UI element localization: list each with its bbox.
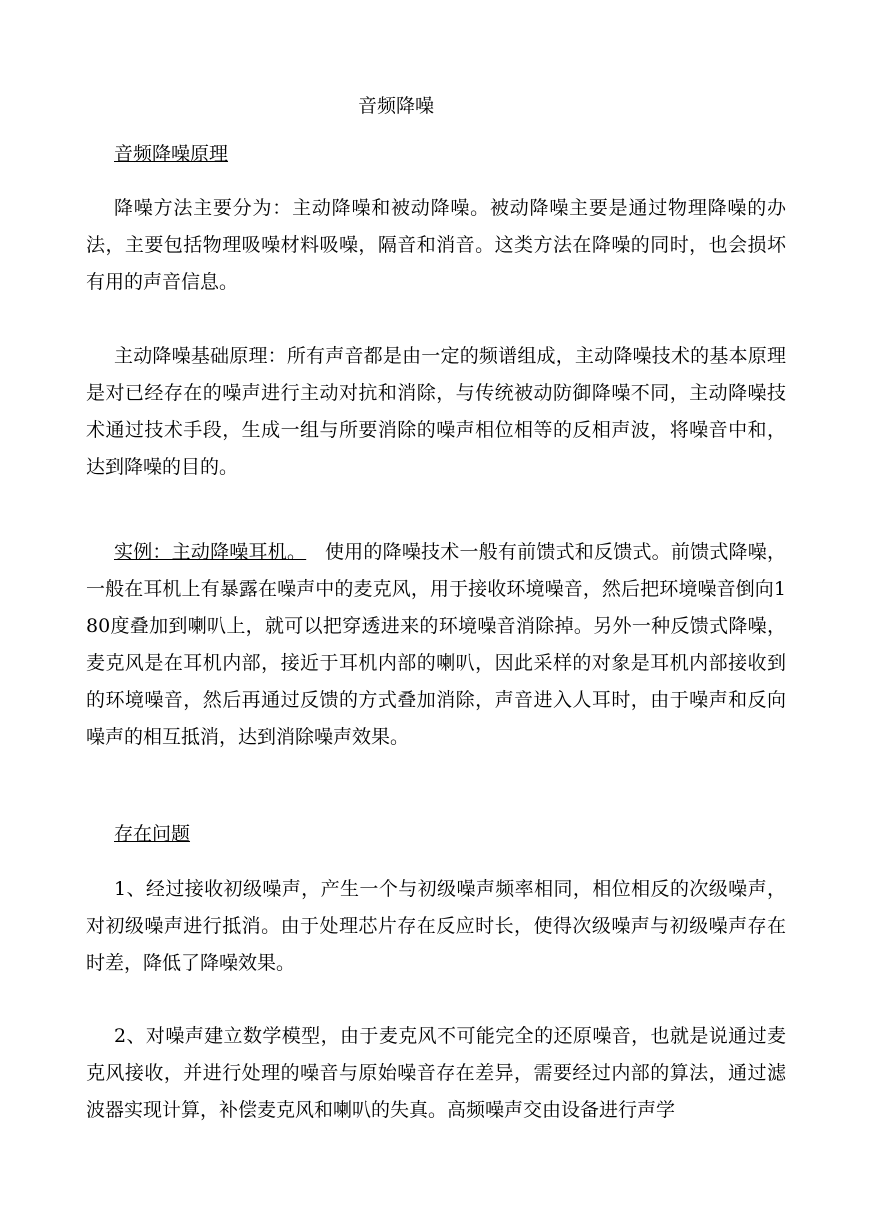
example-spacer bbox=[306, 541, 325, 563]
paragraph-methods: 降噪方法主要分为：主动降噪和被动降噪。被动降噪主要是通过物理降噪的办法，主要包括物理吸噪材料吸噪，隔音和消音。这类方法在降噪的同时，也会损坏有用的声音信息。 bbox=[86, 197, 786, 293]
example-body: 使用的降噪技术一般有前馈式和反馈式。前馈式降噪，一般在耳机上有暴露在噪声中的麦克风，用于接收环境噪音，然后把环境噪音倒向180度叠加到喇叭上，就可以把穿透进来的环境噪音消除掉。另外一种反馈式降噪，麦克风是在耳机内部，接近于耳机内部的喇叭，因此采样的对象是耳机内部接收到的环境噪音，然后再通过反馈的方式叠加消除，声音进入人耳时，由于噪声和反向噪声的相互抵消，达到消除噪声效果。 bbox=[86, 541, 786, 748]
document-title: 音频降噪 bbox=[357, 95, 434, 117]
paragraph-active-principle: 主动降噪基础原理：所有声音都是由一定的频谱组成，主动降噪技术的基本原理是对已经存在的噪声进行主动对抗和消除，与传统被动防御降噪不同，主动降噪技术通过技术手段，生成一组与所要消除的噪声相位相等的反相声波，将噪音中和，达到降噪的目的。 bbox=[86, 345, 786, 478]
paragraph-example bbox=[86, 534, 786, 756]
section-heading-problems: 存在问题 bbox=[114, 823, 191, 845]
paragraph-problem-1: 1、经过接收初级噪声，产生一个与初级噪声频率相同，相位相反的次级噪声，对初级噪声进行抵消。由于处理芯片存在反应时长，使得次级噪声与初级噪声存在时差，降低了降噪效果。 bbox=[86, 878, 786, 974]
example-lead: 实例：主动降噪耳机。 bbox=[114, 541, 307, 563]
paragraph-problem-2: 2、对噪声建立数学模型，由于麦克风不可能完全的还原噪音，也就是说通过麦克风接收，并进行处理的噪音与原始噪音存在差异，需要经过内部的算法，通过滤波器实现计算，补偿麦克风和喇叭的失真。高频噪声交由设备进行声学 bbox=[86, 1025, 786, 1121]
section-heading-principle: 音频降噪原理 bbox=[114, 143, 229, 165]
